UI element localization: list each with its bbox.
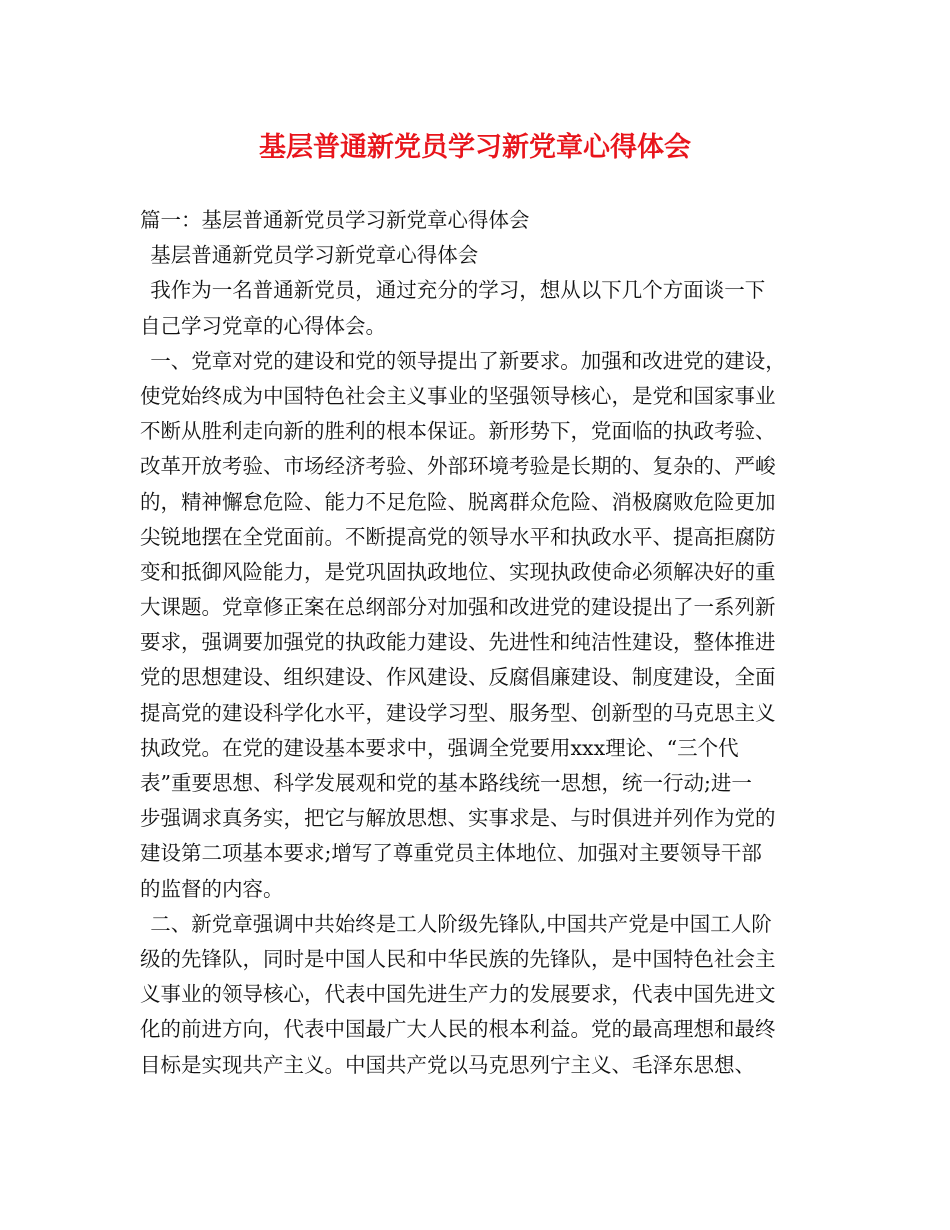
text-line: 步强调求真务实，把它与解放思想、实事求是、与时俱进并列作为党的 — [140, 806, 776, 831]
text-line: 建设第二项基本要求;增写了尊重党员主体地位、加强对主要领导干部 — [140, 841, 762, 866]
document-body — [140, 203, 830, 1083]
text-line: 篇一：基层普通新党员学习新党章心得体会 — [140, 208, 530, 232]
text-line: 化的前进方向，代表中国最广大人民的根本利益。党的最高理想和最终 — [140, 1017, 776, 1042]
text-line: 的监督的内容。 — [140, 876, 284, 901]
text-line: 一、党章对党的建设和党的领导提出了新要求。加强和改进党的建设， — [140, 348, 786, 373]
text-line: 变和抵御风险能力，是党巩固执政地位、实现执政使命必须解决好的重 — [140, 559, 776, 584]
text-line: 自己学习党章的心得体会。 — [140, 313, 386, 338]
text-line: 目标是实现共产主义。中国共产党以马克思列宁主义、毛泽东思想、 — [140, 1052, 755, 1077]
text-line: 表”重要思想、科学发展观和党的基本路线统一思想，统一行动;进一 — [140, 771, 752, 795]
document-title: 基层普通新党员学习新党章心得体会 — [259, 132, 691, 163]
text-line: 要求，强调要加强党的执政能力建设、先进性和纯洁性建设，整体推进 — [140, 630, 776, 655]
text-line: 改革开放考验、市场经济考验、外部环境考验是长期的、复杂的、严峻 — [140, 454, 776, 479]
text-line: 二、新党章强调中共始终是工人阶级先锋队,中国共产党是中国工人阶 — [140, 911, 772, 936]
text-line: 级的先锋队，同时是中国人民和中华民族的先锋队，是中国特色社会主 — [140, 946, 776, 971]
text-line: 尖锐地摆在全党面前。不断提高党的领导水平和执政水平、提高拒腐防 — [140, 524, 776, 549]
text-line: 执政党。在党的建设基本要求中，强调全党要用xxx理论、“三个代 — [140, 735, 739, 760]
text-line: 大课题。党章修正案在总纲部分对加强和改进党的建设提出了一系列新 — [140, 595, 776, 620]
text-line: 提高党的建设科学化水平，建设学习型、服务型、创新型的马克思主义 — [140, 700, 776, 725]
text-line: 我作为一名普通新党员，通过充分的学习，想从以下几个方面谈一下 — [140, 278, 766, 303]
text-line: 义事业的领导核心，代表中国先进生产力的发展要求，代表中国先进文 — [140, 982, 776, 1007]
text-line: 不断从胜利走向新的胜利的根本保证。新形势下，党面临的执政考验、 — [140, 419, 776, 444]
text-line: 的，精神懈怠危险、能力不足危险、脱离群众危险、消极腐败危险更加 — [140, 489, 776, 514]
text-line: 基层普通新党员学习新党章心得体会 — [140, 243, 479, 268]
text-line: 党的思想建设、组织建设、作风建设、反腐倡廉建设、制度建设，全面 — [140, 665, 776, 690]
text-line: 使党始终成为中国特色社会主义事业的坚强领导核心，是党和国家事业 — [140, 383, 776, 408]
